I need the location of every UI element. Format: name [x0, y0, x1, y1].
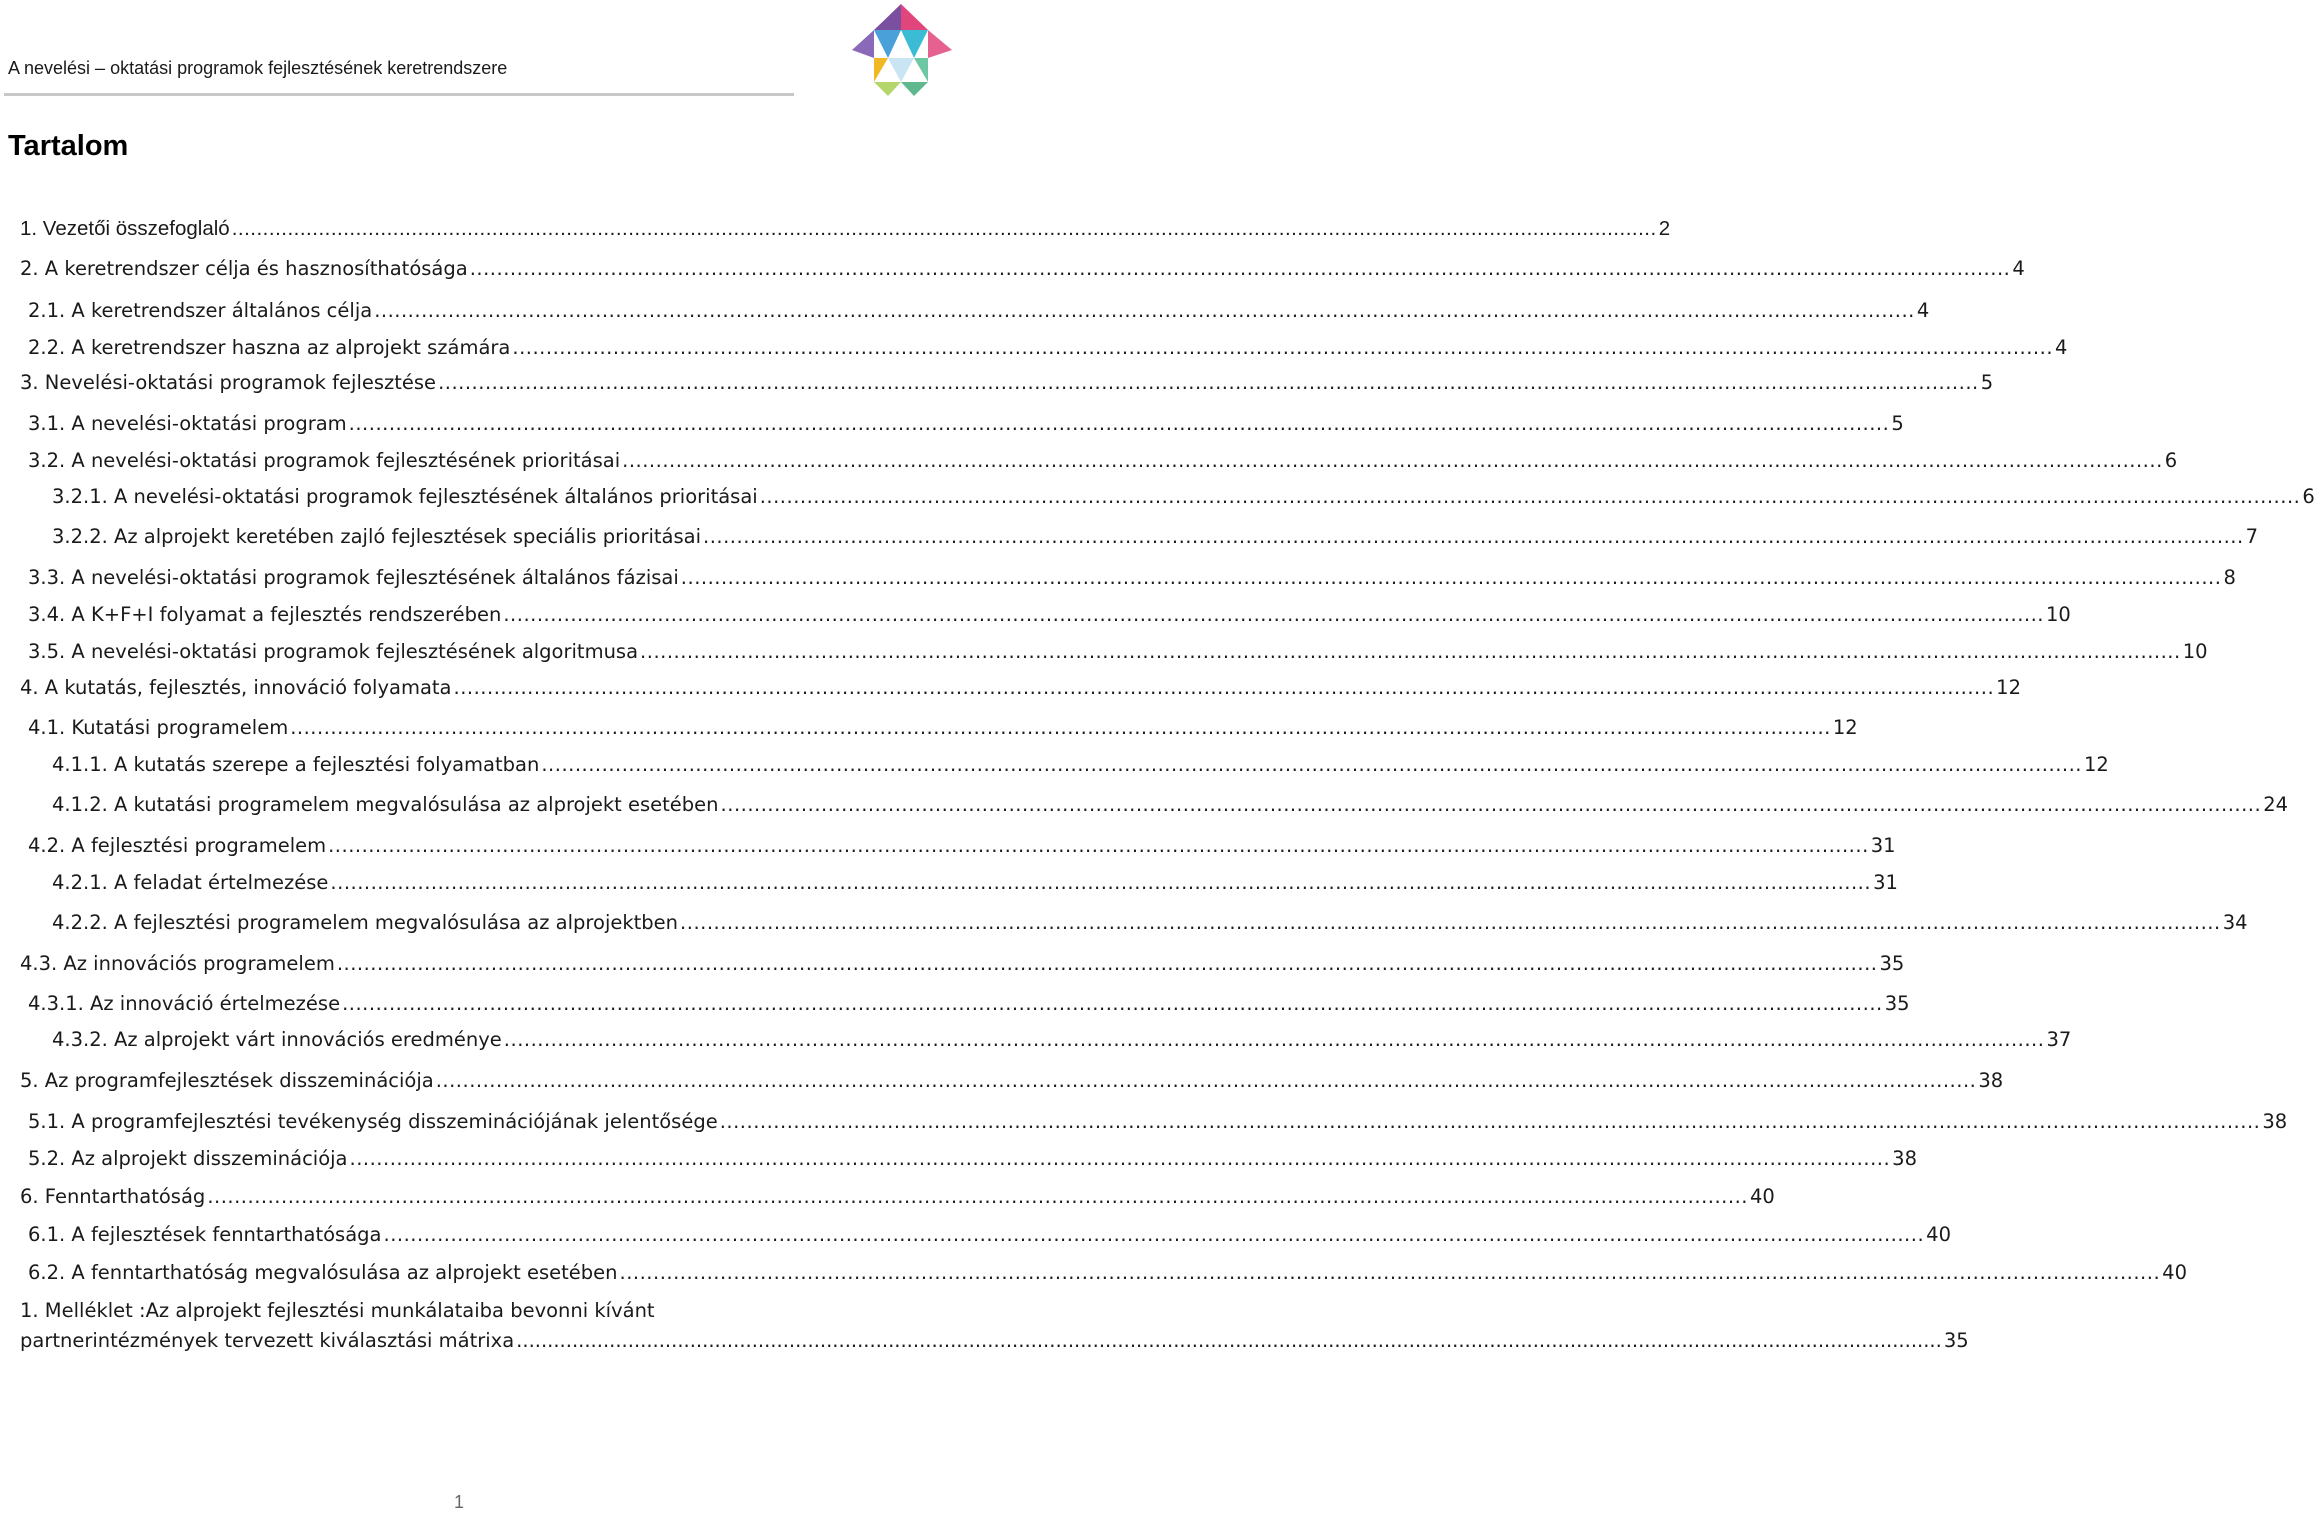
- toc-entry-label: 3.3. A nevelési-oktatási programok fejlesztésének általános fázisai: [28, 566, 679, 589]
- toc-entry[interactable]: [28, 1109, 2288, 1135]
- dot-leader: ......................................................................................................................................................................................................................................: [349, 1147, 1891, 1170]
- dot-leader: ......................................................................................................................................................................................................................................: [469, 257, 2011, 280]
- toc-entry-label: 5. Az programfejlesztések disszeminációja: [20, 1069, 434, 1092]
- toc-entry-label: 4.2.1. A feladat értelmezése: [52, 871, 329, 894]
- toc-entry-label: 6.1. A fejlesztések fenntarthatósága: [28, 1223, 382, 1246]
- toc-entry-page: 5: [1891, 412, 1904, 435]
- toc-entry-page: 10: [2046, 603, 2071, 626]
- toc-entry-page: 24: [2263, 793, 2289, 816]
- dot-leader: ......................................................................................................................................................................................................................................: [348, 412, 1890, 435]
- toc-entry[interactable]: [52, 910, 2248, 936]
- toc-entry-page: 2: [1658, 217, 1671, 240]
- dot-leader: ......................................................................................................................................................................................................................................: [290, 716, 1831, 739]
- toc-entry-page: 5: [1980, 371, 1994, 394]
- dot-leader: ......................................................................................................................................................................................................................................: [619, 1261, 2161, 1284]
- dot-leader: ......................................................................................................................................................................................................................................: [438, 371, 1979, 394]
- toc-entry-page: 12: [2084, 753, 2109, 776]
- toc-entry-label: 3.5. A nevelési-oktatási programok fejlesztésének algoritmusa: [28, 640, 639, 663]
- toc-entry-label: 1. Melléklet :Az alprojekt fejlesztési munkálataiba bevonni kívánt: [20, 1299, 655, 1322]
- dot-leader: ......................................................................................................................................................................................................................................: [680, 566, 2222, 589]
- toc-entry-page: 6: [2302, 485, 2315, 508]
- toc-entry[interactable]: [20, 216, 1671, 242]
- toc-entry[interactable]: [28, 991, 1910, 1017]
- toc-entry[interactable]: [28, 833, 1896, 859]
- toc-entry[interactable]: [52, 524, 2259, 550]
- toc-entry-label: 1. Vezetői összefoglaló: [20, 217, 230, 240]
- dot-leader: ......................................................................................................................................................................................................................................: [719, 1110, 2261, 1133]
- toc-entry-label: 3.2. A nevelési-oktatási programok fejlesztésének prioritásai: [28, 449, 621, 472]
- toc-entry[interactable]: [28, 639, 2208, 665]
- toc-entry[interactable]: [20, 370, 1994, 396]
- toc-entry-label: 4. A kutatás, fejlesztés, innováció folyamata: [20, 676, 452, 699]
- toc-entry-label: 5.1. A programfejlesztési tevékenység disszeminációjának jelentősége: [28, 1110, 718, 1133]
- toc-entry-page: 35: [1884, 992, 1910, 1015]
- toc-entry-page: 31: [1873, 871, 1898, 894]
- toc-entry-label: 3. Nevelési-oktatási programok fejlesztése: [20, 371, 437, 394]
- toc-entry[interactable]: [28, 602, 2071, 628]
- dot-leader: ......................................................................................................................................................................................................................................: [330, 871, 1872, 894]
- dot-leader: ......................................................................................................................................................................................................................................: [503, 603, 2044, 626]
- toc-entry-label: 6. Fenntarthatóság: [20, 1185, 206, 1208]
- toc-entry-page: 34: [2222, 911, 2248, 934]
- toc-entry-label: 3.2.1. A nevelési-oktatási programok fejlesztésének általános prioritásai: [52, 485, 758, 508]
- dot-leader: ......................................................................................................................................................................................................................................: [231, 217, 1657, 240]
- toc-entry-page: 4: [1916, 299, 1930, 322]
- toc-entry[interactable]: [28, 335, 2068, 361]
- dot-leader: ......................................................................................................................................................................................................................................: [516, 1329, 1942, 1352]
- toc-entry-page: 7: [2245, 525, 2259, 548]
- toc-entry[interactable]: [52, 792, 2289, 818]
- toc-entry[interactable]: [52, 752, 2109, 778]
- dot-leader: ......................................................................................................................................................................................................................................: [703, 525, 2244, 548]
- dot-leader: ......................................................................................................................................................................................................................................: [512, 336, 2054, 359]
- toc-entry[interactable]: [52, 1027, 2072, 1053]
- dot-leader: ......................................................................................................................................................................................................................................: [435, 1069, 1977, 1092]
- toc-entry-label: 4.2.2. A fejlesztési programelem megvalósulása az alprojektben: [52, 911, 679, 934]
- toc-entry-label: 3.2.2. Az alprojekt keretében zajló fejlesztések speciális prioritásai: [52, 525, 702, 548]
- dot-leader: ......................................................................................................................................................................................................................................: [640, 640, 2181, 663]
- toc-title: Tartalom: [8, 130, 129, 162]
- toc-entry-page: 8: [2223, 566, 2236, 589]
- toc-entry-label: 6.2. A fenntarthatóság megvalósulása az alprojekt esetében: [28, 1261, 618, 1284]
- toc-entry-page: 40: [1749, 1185, 1775, 1208]
- toc-entry[interactable]: [52, 484, 2315, 510]
- dot-leader: ......................................................................................................................................................................................................................................: [541, 753, 2082, 776]
- toc-entry-label: 5.2. Az alprojekt disszeminációja: [28, 1147, 348, 1170]
- dot-leader: ......................................................................................................................................................................................................................................: [207, 1185, 1748, 1208]
- toc-entry[interactable]: [28, 1222, 1951, 1248]
- dot-leader: ......................................................................................................................................................................................................................................: [503, 1028, 2045, 1051]
- toc-entry-label: 3.1. A nevelési-oktatási program: [28, 412, 347, 435]
- toc-entry-page: 12: [1996, 676, 2021, 699]
- toc-entry[interactable]: [28, 715, 1858, 741]
- toc-entry-label: 4.3.1. Az innováció értelmezése: [28, 992, 341, 1015]
- dot-leader: ......................................................................................................................................................................................................................................: [336, 952, 1878, 975]
- toc-entry[interactable]: [20, 1068, 2004, 1094]
- toc-entry-label: 4.3. Az innovációs programelem: [20, 952, 335, 975]
- toc-entry-page: 38: [2262, 1110, 2288, 1133]
- logo-icon: [848, 2, 954, 98]
- dot-leader: ......................................................................................................................................................................................................................................: [453, 676, 1995, 699]
- toc-entry-label: 3.4. A K+F+I folyamat a fejlesztés rendszerében: [28, 603, 502, 626]
- toc-entry[interactable]: [28, 411, 1904, 437]
- page-number: 1: [453, 1492, 464, 1512]
- toc-entry-page: 12: [1832, 716, 1858, 739]
- toc-entry-label: partnerintézmények tervezett kiválasztási mátrixa: [20, 1329, 515, 1352]
- dot-leader: ......................................................................................................................................................................................................................................: [720, 793, 2262, 816]
- toc-entry-annex[interactable]: [20, 1296, 1969, 1356]
- toc-entry-label: 4.3.2. Az alprojekt várt innovációs eredménye: [52, 1028, 502, 1051]
- toc-entry-label: 4.1.1. A kutatás szerepe a fejlesztési folyamatban: [52, 753, 540, 776]
- toc-entry-page: 31: [1870, 834, 1896, 857]
- toc-entry[interactable]: [28, 298, 1930, 324]
- toc-entry-label: 4.2. A fejlesztési programelem: [28, 834, 327, 857]
- toc-entry-page: 38: [1978, 1069, 2004, 1092]
- dot-leader: ......................................................................................................................................................................................................................................: [328, 834, 1869, 857]
- toc-entry-label: 2.2. A keretrendszer haszna az alprojekt számára: [28, 336, 511, 359]
- toc-entry-page: 6: [2164, 449, 2178, 472]
- dot-leader: ......................................................................................................................................................................................................................................: [374, 299, 1915, 322]
- toc-entry-page: 4: [2055, 336, 2068, 359]
- toc-entry[interactable]: [28, 448, 2178, 474]
- toc-entry-page: 35: [1879, 952, 1905, 975]
- toc-entry[interactable]: [20, 1184, 1775, 1210]
- toc-entry-page: 40: [2162, 1261, 2187, 1284]
- toc-entry-page: 40: [1926, 1223, 1951, 1246]
- toc-entry[interactable]: [20, 951, 1905, 977]
- toc-entry-page: 35: [1943, 1329, 1969, 1352]
- toc-entry-label: 2. A keretrendszer célja és hasznosíthatósága: [20, 257, 468, 280]
- toc-entry-page: 37: [2046, 1028, 2072, 1051]
- toc-entry-page: 10: [2182, 640, 2208, 663]
- toc-entry-page: 4: [2012, 257, 2025, 280]
- toc-entry[interactable]: [28, 1260, 2187, 1286]
- header-rule: [4, 93, 794, 96]
- toc-entry[interactable]: [20, 256, 2025, 282]
- dot-leader: ......................................................................................................................................................................................................................................: [759, 485, 2301, 508]
- toc-entry[interactable]: [28, 565, 2236, 591]
- toc-entry-label: 4.1. Kutatási programelem: [28, 716, 289, 739]
- toc-entry-label: 4.1.2. A kutatási programelem megvalósulása az alprojekt esetében: [52, 793, 719, 816]
- toc-entry-label: 2.1. A keretrendszer általános célja: [28, 299, 373, 322]
- toc-entry[interactable]: [52, 870, 1898, 896]
- dot-leader: ......................................................................................................................................................................................................................................: [383, 1223, 1925, 1246]
- running-header: A nevelési – oktatási programok fejlesztésének keretrendszere: [8, 58, 508, 78]
- toc-entry-page: 38: [1892, 1147, 1917, 1170]
- dot-leader: ......................................................................................................................................................................................................................................: [342, 992, 1883, 1015]
- toc-entry[interactable]: [20, 675, 2021, 701]
- dot-leader: ......................................................................................................................................................................................................................................: [622, 449, 2163, 472]
- toc-entry[interactable]: [28, 1146, 1917, 1172]
- dot-leader: ......................................................................................................................................................................................................................................: [680, 911, 2221, 934]
